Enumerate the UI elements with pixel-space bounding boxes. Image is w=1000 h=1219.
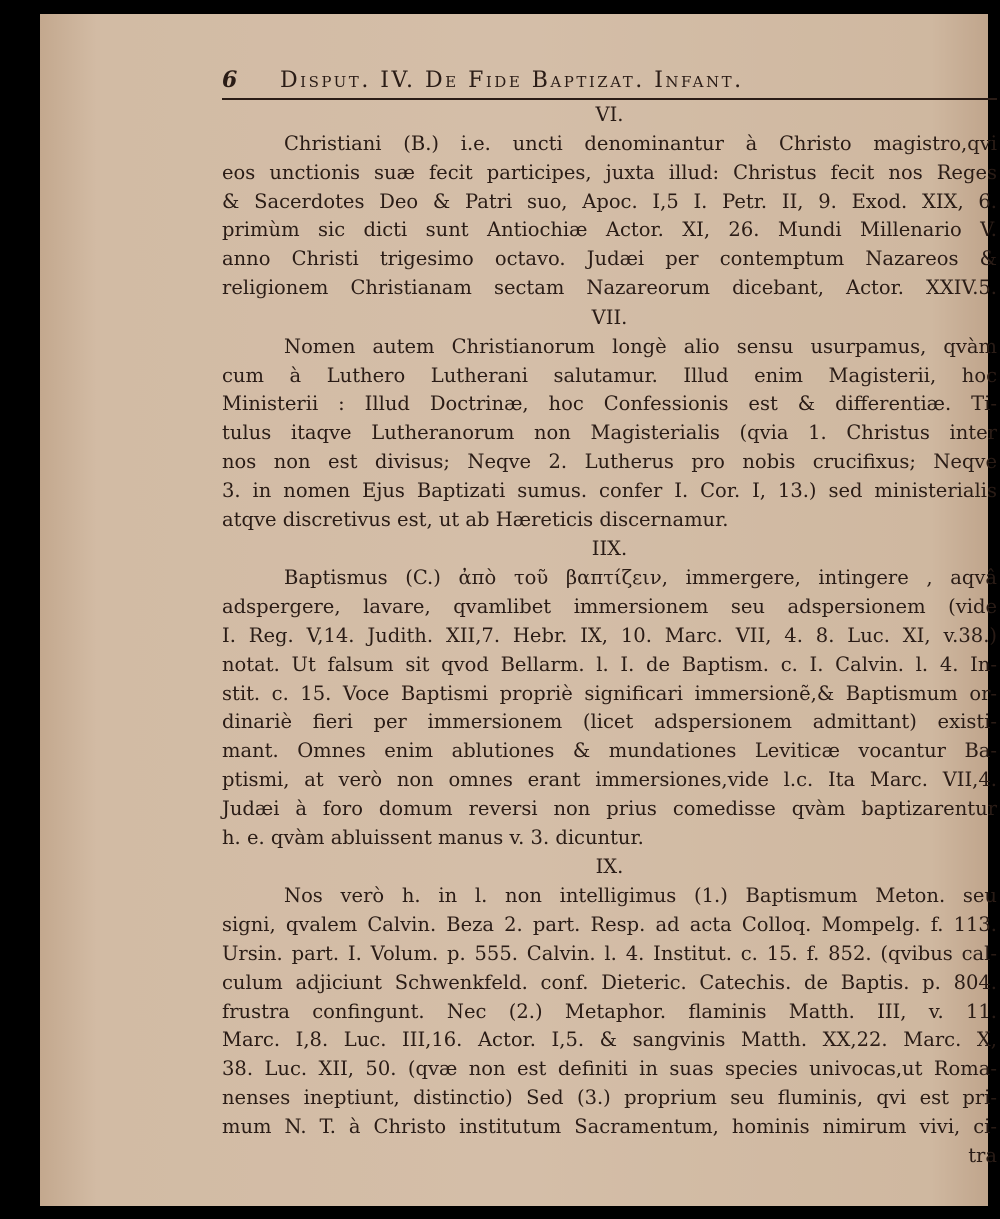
text-line: Ursin. part. I. Volum. p. 555. Calvin. l. 4. Institut. c. 15. f. 852. (qvibus cal- [222,941,997,965]
text-line: Ministerii : Illud Doctrinæ, hoc Confessionis est & differentiæ. Ti- [222,392,997,416]
text-line: Nomen autem Christianorum longè alio sensu usurpamus, qvàm [284,334,997,358]
text-line: stit. c. 15. Voce Baptismi propriè significari immersionẽ,& Baptismum or- [222,681,997,705]
text-line: anno Christi trigesimo octavo. Judæi per contemptum Nazareos & [222,247,997,271]
catchword: tra [968,1143,997,1167]
text-line: religionem Christianam sectam Nazareorum dicebant, Actor. XXIV.5. [222,275,997,299]
text-line: h. e. qvàm abluissent manus v. 3. dicuntur. [222,825,644,849]
text-line: tulus itaqve Lutheranorum non Magisterialis (qvia 1. Christus inter [222,421,997,445]
paragraph [222,882,997,1141]
text-line: nenses ineptiunt, distinctio) Sed (3.) proprium seu fluminis, qvi est pri- [222,1085,997,1109]
text-line: nos non est divisus; Neqve 2. Lutherus pro nobis crucifixus; Neqve [222,449,997,473]
paragraph [222,564,997,852]
text-line: notat. Ut falsum sit qvod Bellarm. l. I. de Baptism. c. I. Calvin. l. 4. In- [222,652,997,676]
text-line: atqve discretivus est, ut ab Hæreticis discernamur. [222,507,729,531]
paragraph [222,333,997,535]
section-numeral: VII. [591,305,628,329]
text-line: adspergere, lavare, qvamlibet immersionem seu adspersionem (vide [222,595,997,619]
running-title: Disput. IV. De Fide Baptizat. Infant. [280,68,744,93]
text-line: Judæi à foro domum reversi non prius comedisse qvàm baptizarentur [222,796,997,820]
text-line: 38. Luc. XII, 50. (qvæ non est definiti in suas species univocas,ut Roma- [222,1057,997,1081]
text-line: ptismi, at verò non omnes erant immersiones,vide l.c. Ita Marc. VII,4. [222,767,997,791]
text-line: dinariè fieri per immersionem (licet adspersionem admittant) existi- [222,710,997,734]
page-header [222,66,997,100]
page-text [222,66,997,1170]
text-line: & Sacerdotes Deo & Patri suo, Apoc. I,5 I. Petr. II, 9. Exod. XIX, 6. [222,189,997,213]
text-line: Nos verò h. in l. non intelligimus (1.) Baptismum Meton. seu [284,884,997,908]
text-line: frustra confingunt. Nec (2.) Metaphor. flaminis Matth. III, v. 11. [222,999,997,1023]
section-numeral: IIX. [591,537,628,561]
text-line: eos unctionis suæ fecit participes, juxta illud: Christus fecit nos Reges [222,160,997,184]
text-line: signi, qvalem Calvin. Beza 2. part. Resp. ad acta Colloq. Mompelg. f. 113. [222,913,997,937]
paragraph [222,130,997,303]
text-line: primùm sic dicti sunt Antiochiæ Actor. XI, 26. Mundi Millenario V. [222,218,997,242]
text-line: cum à Luthero Lutherani salutamur. Illud enim Magisterii, hoc [222,363,997,387]
text-line: mum N. T. à Christo institutum Sacramentum, hominis nimirum vivi, ci- [222,1114,997,1138]
page-number: 6 [222,67,239,93]
text-line: mant. Omnes enim ablutiones & mundationes Leviticæ vocantur Ba- [222,739,997,763]
section-numeral: IX. [595,855,624,879]
book-page [40,14,997,1206]
text-line: I. Reg. V,14. Judith. XII,7. Hebr. IX, 10. Marc. VII, 4. 8. Luc. XI, v.38.) [222,623,997,647]
section-numeral: VI. [595,103,624,126]
text-line: Baptismus (C.) ἀπὸ τοῦ βαπτίζειν, immergere, intingere , aqvâ [284,566,997,590]
text-line: Marc. I,8. Luc. III,16. Actor. I,5. & sangvinis Matth. XX,22. Marc. X, [222,1028,997,1052]
text-line: Christiani (B.) i.e. uncti denominantur à Christo magistro,qvi [284,132,997,155]
text-line: culum adjiciunt Schwenkfeld. conf. Dieteric. Catechis. de Baptis. p. 804. [222,970,997,994]
text-line: 3. in nomen Ejus Baptizati sumus. confer I. Cor. I, 13.) sed ministerialis [222,478,997,502]
